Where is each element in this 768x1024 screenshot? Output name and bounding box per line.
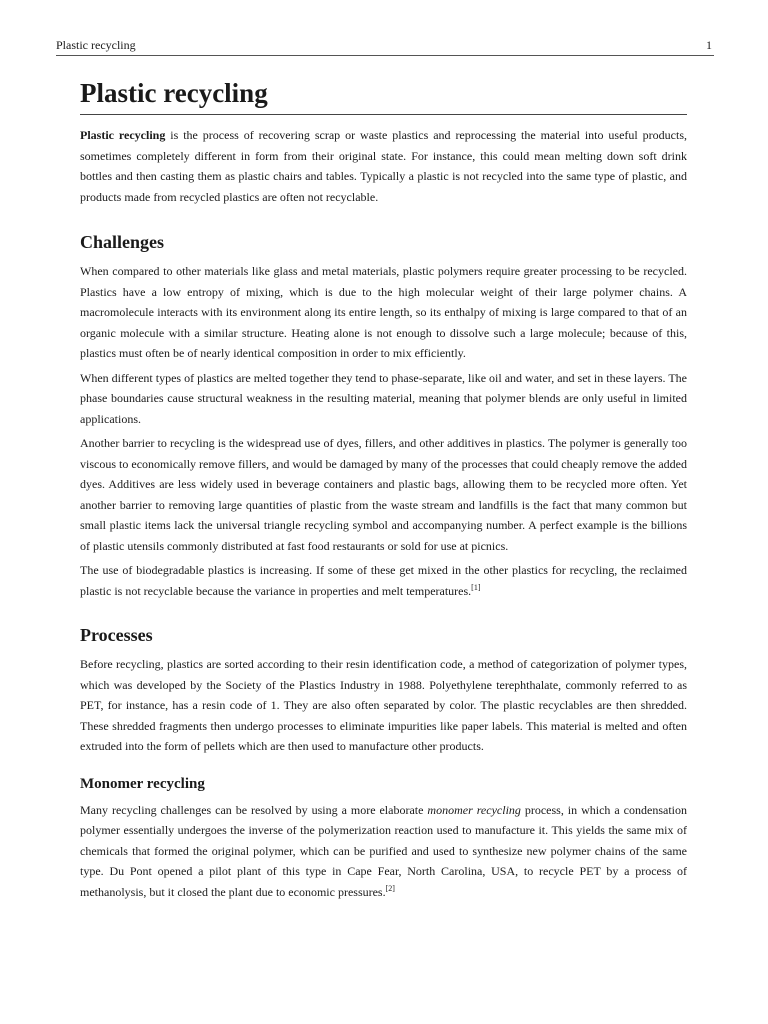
monomer-text-after: process, in which a condensation polymer essentially undergoes the inverse of the polymerization reaction used to manufacture it. This yields the same mix of chemicals that formed the original polymer, which can be purified and used to synthesize new polymer chains of the same type. Du Pont opened a pilot plant of this type in Cape Fear, North Carolina, USA, to recycle PET by a process of methanolysis, but it closed the plant due to economic pressures. [80,802,687,899]
processes-paragraph-1: Before recycling, plastics are sorted according to their resin identification code, a method of categorization of polymer types, which was developed by the Society of the Plastics Industry in 1988. Polyethylene terephthalate, commonly referred to as PET, for instance, has a resin code of 1. They are also often separated by color. The plastic recyclables are then shredded. These shredded fragments then undergo processes to eliminate impurities like paper labels. This material is melted and often extruded into the form of pellets which are then used to manufacture other products. [80,657,687,753]
challenges-paragraph-1: When compared to other materials like glass and metal materials, plastic polymers require greater processing to be recycled. Plastics have a low entropy of mixing, which is due to the high molecular weight of their large polymer chains. A macromolecule interacts with its environment along its entire length, so its enthalpy of mixing is large compared to that of an organic molecule with a similar structure. Heating alone is not enough to dissolve such a large molecule; because of this, plastics must often be of nearly identical composition in order to mix efficiently. [80,264,687,360]
intro-text: is the process of recovering scrap or waste plastics and reprocessing the material into useful products, sometimes completely different in form from their original state. For instance, this could mean melting down soft drink bottles and then casting them as plastic chairs and tables. Typically a plastic is not recycled into the same type of plastic, and products made from recycled plastics are often not recyclable. [80,128,687,204]
intro-term: Plastic recycling [80,128,166,142]
section-heading-processes: Processes [80,625,153,645]
monomer-text-before: Many recycling challenges can be resolved by using a more elaborate [80,802,428,817]
citation-1[interactable]: [1] [471,582,481,592]
running-header [56,37,714,56]
challenges-paragraph-4-text: The use of biodegradable plastics is increasing. If some of these get mixed in the other plastics for recycling, the reclaimed plastic is not recyclable because the variance in properties and melt temperatures. [80,563,687,598]
citation-2[interactable]: [2] [385,883,395,893]
challenges-paragraph-2: When different types of plastics are melted together they tend to phase-separate, like oil and water, and set in these layers. The phase boundaries cause structural weakness in the resulting material, meaning that polymer blends are only useful in limited applications. [80,370,687,426]
article-title: Plastic recycling [80,75,687,115]
article-body [80,75,687,902]
section-heading-challenges: Challenges [80,232,165,252]
intro-paragraph [80,125,687,207]
subsection-heading-monomer-recycling: Monomer recycling [80,775,205,792]
challenges-paragraph-3: Another barrier to recycling is the widespread use of dyes, fillers, and other additives in plastics. The polymer is generally too viscous to economically remove fillers, and would be damaged by many of the processes that could cheaply remove the added dyes. Additives are less widely used in beverage containers and plastic bags, allowing them to be recycled more often. Yet another barrier to removing large quantities of plastic from the waste stream and landfills is the fact that many common but small plastic items lack the universal triangle recycling symbol and accompanying number. A perfect example is the billions of plastic utensils commonly distributed at fast food restaurants or sold for use at picnics. [80,436,687,553]
monomer-paragraph [80,800,687,903]
page-number: 1 [706,38,712,52]
monomer-emphasis: monomer recycling [427,802,521,817]
challenges-paragraph-4 [80,560,687,601]
running-header-title: Plastic recycling [56,38,136,52]
